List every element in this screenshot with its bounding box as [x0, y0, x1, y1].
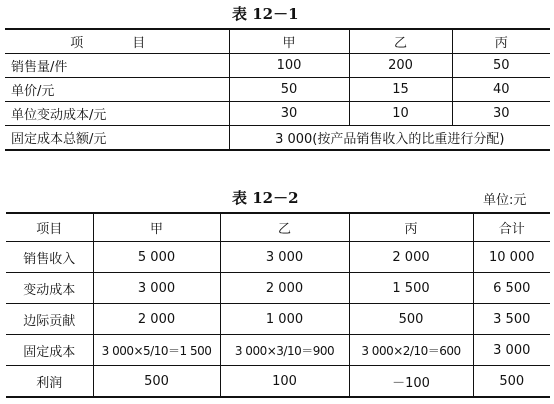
header-jia: 甲 [93, 213, 220, 242]
cell: 10 000 [473, 242, 550, 273]
cell: 3 000×2/10＝600 [349, 335, 473, 366]
header-bing: 丙 [452, 29, 550, 54]
table-12-2 [6, 212, 550, 398]
table-row [6, 304, 550, 335]
cell: 3 000 [473, 335, 550, 366]
cell: 3 000×5/10＝1 500 [93, 335, 220, 366]
cell: 1 500 [349, 273, 473, 304]
cell: 3 500 [473, 304, 550, 335]
header-yi: 乙 [349, 29, 452, 54]
row-label: 变动成本 [6, 273, 93, 304]
table-row [5, 102, 550, 126]
cell: 100 [229, 54, 349, 78]
table-row [6, 335, 550, 366]
table-header-row [6, 213, 550, 242]
table-header-row [5, 29, 550, 54]
unit-label: 单位:元 [483, 193, 527, 208]
table-row [6, 242, 550, 273]
header-item: 项目 [6, 213, 93, 242]
cell: 50 [452, 54, 550, 78]
table-row [6, 366, 550, 398]
cell: 10 [349, 102, 452, 126]
row-label: 销售收入 [6, 242, 93, 273]
table2-caption: 表 12－2 [232, 189, 299, 207]
cell: 3 000 [220, 242, 349, 273]
table-row-fixed-cost [5, 126, 550, 151]
row-label: 销售量/件 [5, 54, 229, 78]
row-label: 固定成本 [6, 335, 93, 366]
header-bing: 丙 [349, 213, 473, 242]
table-row [5, 54, 550, 78]
cell: 2 000 [93, 304, 220, 335]
cell: 1 000 [220, 304, 349, 335]
cell: 500 [93, 366, 220, 398]
header-jia: 甲 [229, 29, 349, 54]
cell: 15 [349, 78, 452, 102]
cell: 6 500 [473, 273, 550, 304]
cell: 500 [349, 304, 473, 335]
cell: 50 [229, 78, 349, 102]
cell: 30 [452, 102, 550, 126]
table-12-1 [5, 28, 550, 151]
table1-caption: 表 12－1 [232, 5, 299, 23]
cell: 500 [473, 366, 550, 398]
cell: 5 000 [93, 242, 220, 273]
cell: 3 000 [93, 273, 220, 304]
row-label: 固定成本总额/元 [11, 132, 107, 147]
cell: 2 000 [220, 273, 349, 304]
cell: 200 [349, 54, 452, 78]
fixed-cost-value: 3 000(按产品销售收入的比重进行分配) [229, 126, 550, 151]
cell: －100 [349, 366, 473, 398]
cell: 30 [229, 102, 349, 126]
table-row [5, 78, 550, 102]
row-label: 单位变动成本/元 [5, 102, 229, 126]
cell: 100 [220, 366, 349, 398]
table-row [6, 273, 550, 304]
cell: 2 000 [349, 242, 473, 273]
cell: 40 [452, 78, 550, 102]
row-label: 边际贡献 [6, 304, 93, 335]
header-total: 合计 [473, 213, 550, 242]
row-label: 单价/元 [5, 78, 229, 102]
header-item: 项 目 [5, 29, 229, 54]
header-yi: 乙 [220, 213, 349, 242]
row-label: 利润 [36, 375, 63, 391]
cell: 3 000×3/10＝900 [220, 335, 349, 366]
